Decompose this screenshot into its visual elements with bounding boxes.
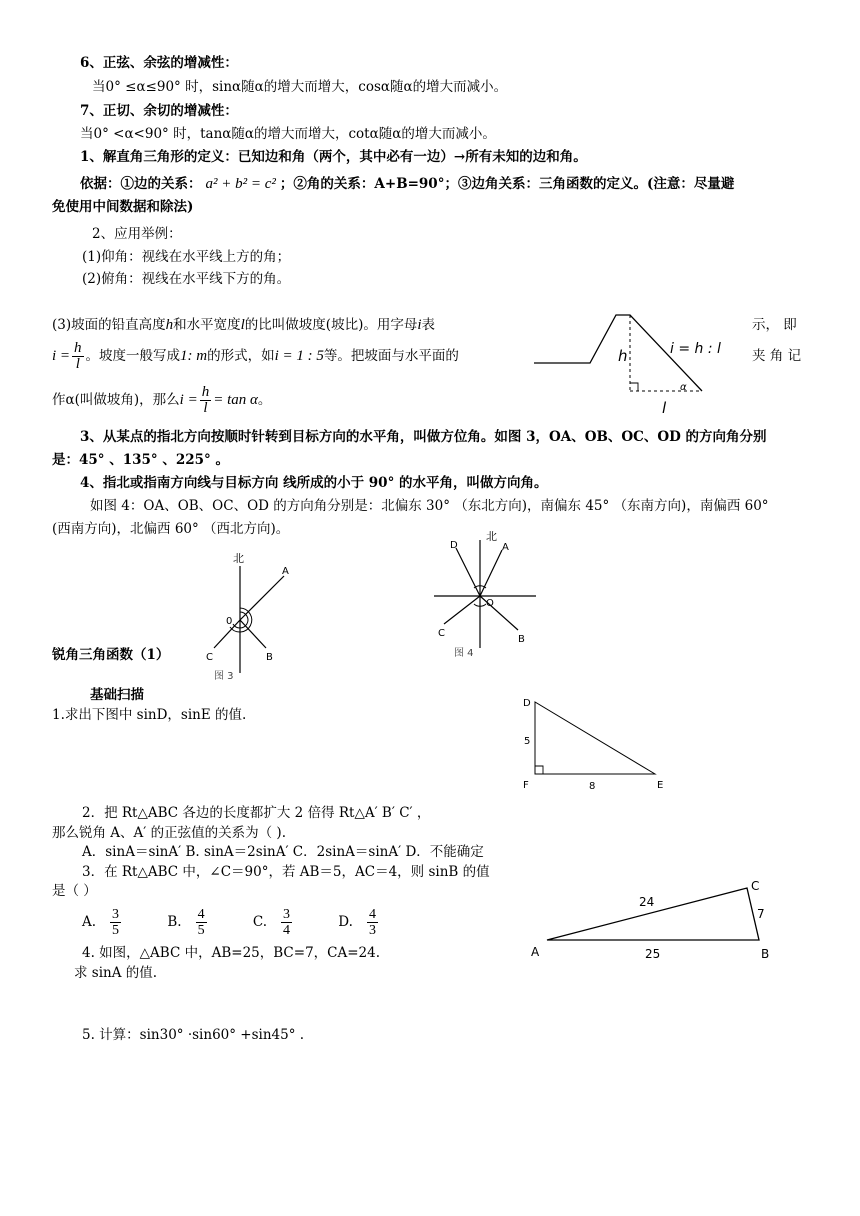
direction-example-1: 如图 4：OA、OB、OC、OD 的方向角分别是：北偏东 30° （东北方向)，南偏东 45° （东南方向)，南偏西 60° (90, 498, 769, 514)
basics-title: 基础扫描 (90, 687, 144, 703)
frac-num-2: h (201, 384, 210, 400)
frac-num: h (74, 340, 82, 356)
right-angle-mark (630, 383, 638, 391)
def-label-d: D (523, 698, 531, 709)
def-side-df: 5 (524, 736, 531, 747)
q3-label-d: D. (338, 914, 353, 930)
sec7-body: 当0° <α<90° 时，tanα随α的增大而增大，cotα随α的增大而减小。 (80, 126, 496, 142)
triangle-abc-figure (525, 878, 785, 968)
def-label-f: F (523, 780, 529, 791)
slope-text-5: 。坡度一般写成 (85, 348, 181, 364)
q3-den-d: 3 (368, 923, 376, 938)
question-2-line-1: 2．把 Rt△ABC 各边的长度都扩大 2 倍得 Rt△A′ B′ C′ ， (82, 805, 431, 821)
fig-ratio-label: i = h : l (670, 341, 721, 357)
q3-option-d (338, 907, 380, 938)
abc-label-a: A (531, 945, 540, 959)
q3-num-a: 3 (112, 907, 120, 922)
fig4-caption: 图 4 (454, 648, 474, 659)
abc-side-ca: 24 (639, 895, 655, 909)
q3-option-b (167, 907, 208, 938)
question-5: 5. 计算：sin30° ·sin60° +sin45° . (82, 1027, 305, 1043)
abc-label-b: B (761, 947, 770, 961)
slope-line-1 (52, 316, 435, 334)
q3-den-a: 5 (112, 923, 120, 938)
slope-right-2: 夹 角 记 (752, 348, 802, 364)
sec6-title: 6、正弦、余弦的增减性： (80, 55, 238, 71)
q3-num-b: 4 (197, 907, 205, 922)
abc-label-c: C (751, 879, 760, 893)
slope-eq-i-2: i = (179, 392, 198, 408)
slope-tan: = tan α (213, 392, 258, 408)
slope-var-l: l (240, 317, 245, 333)
basis-formula: a² + b² = c² (205, 176, 276, 192)
question-1: 1.求出下图中 sinD，sinE 的值. (52, 707, 247, 723)
slope-line-3 (52, 382, 271, 418)
slope-text-2: 和水平宽度 (173, 317, 241, 333)
slope-figure (530, 305, 750, 415)
fig3-label-c: C (206, 652, 213, 663)
def-side-fe: 8 (589, 781, 596, 792)
triangle-def-figure (515, 692, 675, 797)
slope-var-i: i (417, 317, 422, 333)
def-right-angle (535, 766, 543, 774)
slope-example: i = 1 : 5 (274, 348, 324, 364)
fig3-label-a: A (282, 566, 289, 577)
q3-den-b: 5 (197, 923, 205, 938)
fig4-ray-a (480, 550, 502, 596)
abc-side-cb: 7 (757, 907, 765, 921)
q3-num-c: 3 (283, 907, 290, 922)
fig3-ray-a (240, 576, 284, 620)
fig4-label-a: A (502, 542, 509, 553)
fig4-label-d: D (450, 540, 458, 551)
apps-elevation: (1)仰角：视线在水平线上方的角； (82, 249, 291, 265)
slope-var-h: h (165, 317, 174, 333)
sec6-body: 当0° ≤α≤90° 时，sinα随α的增大而增大，cosα随α的增大而减小。 (92, 79, 508, 95)
q3-option-c (252, 907, 294, 938)
question-4-line-2: 求 sinA 的值. (74, 965, 158, 981)
q3-frac-b (196, 907, 207, 938)
question-2-options: A．sinA＝sinA′ B. sinA＝2sinA′ C．2sinA＝sinA′ D．不能确定 (82, 844, 484, 860)
azimuth-def-2: 是：45° 、135° 、225° 。 (52, 452, 229, 468)
fig-alpha-label: α (680, 382, 687, 393)
q3-label-b: B. (167, 914, 182, 930)
slope-text-7: 等。把坡面与水平面的 (323, 348, 459, 364)
fig-h-label: h (618, 347, 628, 365)
slope-text-9: 。 (257, 392, 272, 408)
slope-text-6: 的形式，如 (207, 348, 275, 364)
fig3-caption: 图 3 (214, 671, 234, 682)
direction-example-2: (西南方向)，北偏西 60° （西北方向)。 (52, 521, 290, 537)
apps-depression: (2)俯角：视线在水平线下方的角。 (82, 271, 291, 287)
fig4-label-c: C (438, 628, 445, 639)
sec7-title: 7、正切、余切的增减性： (80, 103, 238, 119)
slope-text-4: 表 (421, 317, 436, 333)
slope-eq-i: i = (52, 348, 71, 364)
solve-basis (80, 175, 734, 193)
fig4-ray-d (456, 548, 480, 596)
slope-fraction-2 (200, 385, 212, 416)
figure-3 (200, 548, 300, 683)
question-2-line-2: 那么锐角 A、A′ 的正弦值的关系为（ ). (52, 825, 286, 841)
q3-den-c: 4 (283, 923, 290, 938)
slope-right-1: 示， 即 (752, 317, 797, 333)
question-3-options (82, 902, 380, 942)
fig4-label-b: B (518, 634, 525, 645)
figure-4 (430, 528, 540, 663)
q3-frac-c (281, 907, 292, 938)
abc-side-ab: 25 (645, 947, 661, 961)
fig3-ray-b (240, 620, 266, 648)
azimuth-def-1: 3、从某点的指北方向按顺时针转到目标方向的水平角，叫做方位角。如图 3，OA、OB、OC、OD 的方向角分别 (80, 429, 767, 445)
fig-l-label: l (662, 399, 667, 417)
frac-den: l (75, 356, 80, 372)
basis-text-b: ；②角的关系：A+B=90°；③边角关系：三角函数的定义。(注意：尽量避 (279, 176, 735, 192)
q3-num-d: 4 (368, 907, 376, 922)
apps-title: 2、应用举例： (92, 226, 182, 242)
slope-fraction (72, 341, 84, 372)
q3-label-c: C. (252, 914, 267, 930)
fig4-north-label: 北 (486, 530, 497, 543)
question-3-line-2: 是（ ） (52, 883, 97, 899)
slope-ratio: 1: m (180, 348, 208, 364)
q3-label-a: A. (82, 914, 97, 930)
fig3-label-o: 0 (226, 616, 233, 627)
fig3-north-label: 北 (233, 552, 244, 565)
fig3-label-b: B (266, 652, 273, 663)
direction-def: 4、指北或指南方向线与目标方向 线所成的小于 90° 的水平角，叫做方向角。 (80, 475, 548, 491)
def-label-e: E (657, 780, 664, 791)
solve-basis-cont: 免使用中间数据和除法) (52, 199, 194, 215)
frac-den-2: l (203, 400, 208, 416)
solve-definition: 1、解直角三角形的定义：已知边和角（两个，其中必有一边）→所有未知的边和角。 (80, 149, 587, 165)
q3-option-a (82, 907, 123, 938)
q3-frac-d (367, 907, 378, 938)
slope-text-8: 作α(叫做坡角)，那么 (52, 392, 180, 408)
question-4-line-1: 4. 如图，△ABC 中，AB=25，BC=7，CA=24. (82, 945, 381, 961)
slope-line-2 (52, 338, 459, 374)
fig4-ray-c (444, 596, 480, 624)
section-title: 锐角三角函数（1） (52, 647, 170, 663)
slope-text-3: 的比叫做坡度(坡比)。用字母 (244, 317, 418, 333)
q3-frac-a (110, 907, 121, 938)
basis-text-a: 依据：①边的关系： (80, 176, 202, 192)
slope-text-1: (3)坡面的铅直高度 (52, 317, 166, 333)
fig4-label-o: O (486, 598, 494, 609)
question-3-line-1: 3．在 Rt△ABC 中，∠C＝90°，若 AB＝5，AC＝4，则 sinB 的值 (82, 864, 490, 880)
triangle-def (535, 702, 655, 774)
